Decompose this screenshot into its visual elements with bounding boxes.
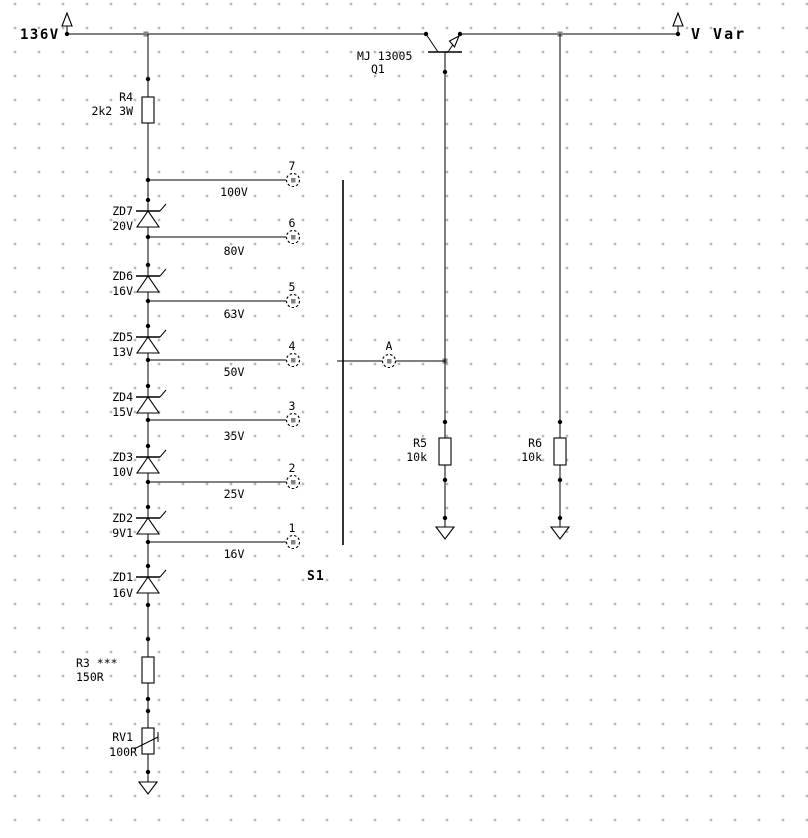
junction-dots — [146, 32, 562, 774]
potentiometer-RV1[interactable] — [134, 728, 158, 754]
zener-diode-ZD7[interactable] — [136, 204, 166, 227]
zener-ZD3-value: 10V — [112, 465, 133, 479]
ground-symbol-R6[interactable] — [551, 527, 569, 539]
zener-ZD3-ref: ZD3 — [112, 450, 133, 464]
output-rail-label: V Var — [691, 25, 747, 43]
resistor-R6-ref: R6 — [528, 436, 542, 450]
resistor-R3[interactable] — [142, 657, 154, 683]
zener-diode-ZD2[interactable] — [136, 511, 166, 534]
resistor-R6-value: 10k — [521, 450, 542, 464]
tap-5-pin: 5 — [288, 280, 296, 294]
tap-4-pin: 4 — [288, 339, 296, 353]
tap-7-voltage: 100V — [220, 185, 248, 199]
switch-S1-label: S1 — [307, 569, 325, 584]
rail-junction-squares — [144, 32, 563, 364]
resistor-R3-ref: R3 *** — [76, 656, 118, 670]
zener-diode-ZD3[interactable] — [136, 450, 166, 473]
tap-7-pin: 7 — [288, 159, 296, 173]
tap-6-pin: 6 — [288, 216, 296, 230]
zener-ZD4-ref: ZD4 — [112, 390, 133, 404]
potentiometer-RV1-value: 100R — [109, 745, 137, 759]
tap-3-voltage: 35V — [223, 429, 245, 443]
switch-common-terminal-A[interactable] — [337, 355, 445, 368]
zener-ZD7-value: 20V — [112, 219, 133, 233]
resistor-R5-value: 10k — [406, 450, 427, 464]
zener-ZD2-value: 9V1 — [112, 526, 133, 540]
tap-1-pin: 1 — [288, 521, 296, 535]
tap-5[interactable] — [148, 295, 300, 308]
transistor-Q1-part: MJ 13005 — [357, 49, 413, 63]
zener-ZD4-value: 15V — [112, 405, 133, 419]
resistor-R5-ref: R5 — [413, 436, 427, 450]
tap-2-pin: 2 — [288, 461, 296, 475]
input-rail-label: 136V — [20, 27, 60, 43]
zener-ZD5-value: 13V — [112, 345, 133, 359]
transistor-Q1[interactable] — [426, 34, 462, 52]
tap-6[interactable] — [148, 231, 300, 244]
output-power-terminal[interactable] — [673, 13, 683, 36]
transistor-Q1-ref: Q1 — [371, 62, 385, 76]
resistor-R6[interactable] — [554, 438, 566, 465]
tap-6-voltage: 80V — [223, 244, 245, 258]
ground-symbol-R5[interactable] — [436, 527, 454, 539]
zener-diode-ZD5[interactable] — [136, 330, 166, 353]
zener-ZD1-ref: ZD1 — [112, 570, 133, 584]
tap-1-voltage: 16V — [223, 547, 245, 561]
tap-3-pin: 3 — [288, 399, 296, 413]
zener-ZD6-ref: ZD6 — [112, 269, 133, 283]
tap-5-voltage: 63V — [223, 307, 245, 321]
resistor-R4-ref: R4 — [119, 90, 133, 104]
zener-ZD2-ref: ZD2 — [112, 511, 133, 525]
tap-2-voltage: 25V — [223, 487, 245, 501]
resistor-R4[interactable] — [142, 97, 154, 123]
tap-3[interactable] — [148, 414, 300, 427]
zener-ZD1-value: 16V — [112, 586, 133, 600]
potentiometer-RV1-ref: RV1 — [112, 730, 133, 744]
zener-ZD5-ref: ZD5 — [112, 330, 133, 344]
zener-diode-ZD6[interactable] — [136, 269, 166, 292]
resistor-R5[interactable] — [439, 438, 451, 465]
ground-symbol-chain[interactable] — [139, 782, 157, 794]
zener-diode-ZD1[interactable] — [136, 570, 166, 593]
zener-diode-ZD4[interactable] — [136, 390, 166, 413]
tap-4-voltage: 50V — [223, 365, 245, 379]
resistor-R3-value: 150R — [76, 670, 104, 684]
switch-common-label: A — [385, 339, 393, 353]
input-power-terminal[interactable] — [62, 13, 72, 36]
zener-ZD6-value: 16V — [112, 284, 133, 298]
resistor-R4-value: 2k2 3W — [91, 104, 133, 118]
zener-ZD7-ref: ZD7 — [112, 204, 133, 218]
